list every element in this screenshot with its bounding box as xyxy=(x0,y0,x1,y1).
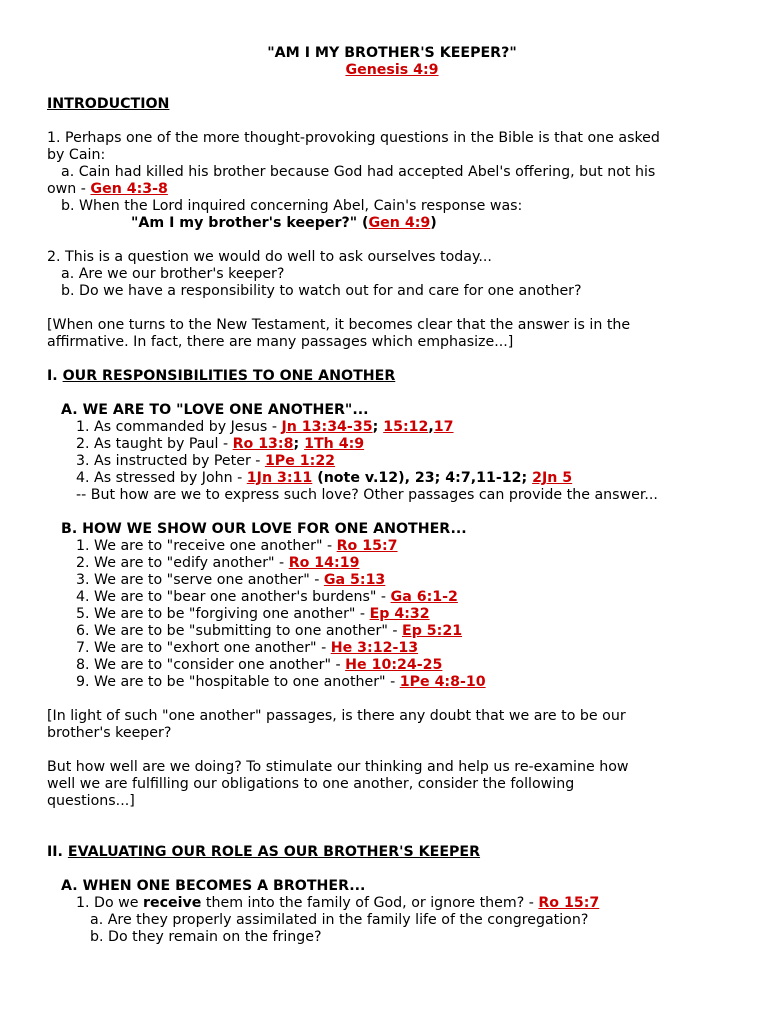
brother-point-1a: a. Are they properly assimilated in the family life of the congregation? xyxy=(90,912,589,928)
list-item: 1. We are to "receive one another" - Ro 15:7 xyxy=(76,538,398,554)
intro-point-2a: a. Are we our brother's keeper? xyxy=(61,266,285,282)
intro-point-1a-line-1: a. Cain had killed his brother because God had accepted Abel's offering, but not his xyxy=(61,164,656,180)
section-1-paragraph-line-1: But how well are we doing? To stimulate our thinking and help us re-examine how xyxy=(47,759,629,775)
intro-transition-line-2: affirmative. In fact, there are many passages which emphasize...] xyxy=(47,334,514,350)
scripture-link[interactable]: He 10:24-25 xyxy=(345,657,443,673)
section-1a-heading: A. WE ARE TO "LOVE ONE ANOTHER"... xyxy=(61,402,369,418)
scripture-link[interactable]: Ep 5:21 xyxy=(402,623,463,639)
intro-heading: INTRODUCTION xyxy=(47,96,170,112)
section-1-transition-line-1: [In light of such "one another" passages, is there any doubt that we are to be our xyxy=(47,708,626,724)
scripture-link[interactable]: Ro 15:7 xyxy=(538,895,600,911)
section-1-paragraph-line-3: questions...] xyxy=(47,793,135,809)
scripture-link[interactable]: Ro 14:19 xyxy=(288,555,360,571)
list-item: 3. We are to "serve one another" - Ga 5:13 xyxy=(76,572,386,588)
section-1-transition-line-2: brother's keeper? xyxy=(47,725,172,741)
scripture-link[interactable]: Ga 5:13 xyxy=(323,572,386,588)
intro-point-1-line-1: 1. Perhaps one of the more thought-provoking questions in the Bible is that one asked xyxy=(47,130,660,146)
list-item: 8. We are to "consider one another" - He 10:24-25 xyxy=(76,657,443,673)
intro-transition-line-1: [When one turns to the New Testament, it becomes clear that the answer is in the xyxy=(47,317,631,333)
intro-point-1b: b. When the Lord inquired concerning Abel, Cain's response was: xyxy=(61,198,523,214)
scripture-link[interactable]: Jn 13:34-35 xyxy=(281,419,373,435)
one-another-list xyxy=(47,538,737,691)
brother-point-1b: b. Do they remain on the fringe? xyxy=(90,929,322,945)
scripture-link[interactable]: Gen 4:3-8 xyxy=(90,181,168,197)
section-2a-heading: A. WHEN ONE BECOMES A BROTHER... xyxy=(61,878,366,894)
section-1b-heading: B. HOW WE SHOW OUR LOVE FOR ONE ANOTHER... xyxy=(61,521,467,537)
brother-point-1: 1. Do we receive them into the family of God, or ignore them? - Ro 15:7 xyxy=(76,895,600,911)
scripture-link[interactable]: 17 xyxy=(433,419,454,435)
love-point-1: 1. As commanded by Jesus - Jn 13:34-35; 15:12,17 xyxy=(76,419,454,435)
scripture-link[interactable]: 1Th 4:9 xyxy=(304,436,365,452)
intro-point-1a-line-2: own - Gen 4:3-8 xyxy=(47,181,168,197)
cain-quote: "Am I my brother's keeper?" (Gen 4:9) xyxy=(131,215,437,231)
love-point-4: 4. As stressed by John - 1Jn 3:11 (note v.12), 23; 4:7,11-12; 2Jn 5 xyxy=(76,470,573,486)
section-2-heading: II. EVALUATING OUR ROLE AS OUR BROTHER'S KEEPER xyxy=(47,844,481,860)
list-item: 4. We are to "bear one another's burdens" - Ga 6:1-2 xyxy=(76,589,458,605)
document-page xyxy=(47,45,737,946)
scripture-link[interactable]: Ro 15:7 xyxy=(336,538,398,554)
love-note: -- But how are we to express such love? Other passages can provide the answer... xyxy=(76,487,658,503)
list-item: 9. We are to be "hospitable to one another" - 1Pe 4:8-10 xyxy=(76,674,486,690)
love-point-3: 3. As instructed by Peter - 1Pe 1:22 xyxy=(76,453,336,469)
section-1-heading: I. OUR RESPONSIBILITIES TO ONE ANOTHER xyxy=(47,368,396,384)
scripture-link[interactable]: Ep 4:32 xyxy=(369,606,430,622)
scripture-link[interactable]: He 3:12-13 xyxy=(330,640,419,656)
scripture-link[interactable]: 1Pe 4:8-10 xyxy=(399,674,486,690)
intro-point-2: 2. This is a question we would do well to ask ourselves today... xyxy=(47,249,492,265)
scripture-link[interactable]: 1Jn 3:11 xyxy=(246,470,313,486)
intro-point-1-line-2: by Cain: xyxy=(47,147,106,163)
list-item: 7. We are to "exhort one another" - He 3:12-13 xyxy=(76,640,419,656)
scripture-link[interactable]: Ga 6:1-2 xyxy=(390,589,458,605)
scripture-link[interactable]: 1Pe 1:22 xyxy=(264,453,336,469)
scripture-link[interactable]: 2Jn 5 xyxy=(532,470,573,486)
list-item: 6. We are to be "submitting to one another" - Ep 5:21 xyxy=(76,623,463,639)
scripture-link[interactable]: Gen 4:9 xyxy=(368,215,431,231)
love-point-2: 2. As taught by Paul - Ro 13:8; 1Th 4:9 xyxy=(76,436,365,452)
list-item: 2. We are to "edify another" - Ro 14:19 xyxy=(76,555,360,571)
intro-point-2b: b. Do we have a responsibility to watch out for and care for one another? xyxy=(61,283,582,299)
section-1-paragraph-line-2: well we are fulfilling our obligations to one another, consider the following xyxy=(47,776,575,792)
scripture-link[interactable]: Ro 13:8 xyxy=(232,436,294,452)
scripture-link-genesis-4-9[interactable]: Genesis 4:9 xyxy=(345,62,439,78)
scripture-link[interactable]: 15:12 xyxy=(383,419,429,435)
document-title: "AM I MY BROTHER'S KEEPER?" xyxy=(267,45,517,61)
list-item: 5. We are to be "forgiving one another" - Ep 4:32 xyxy=(76,606,430,622)
